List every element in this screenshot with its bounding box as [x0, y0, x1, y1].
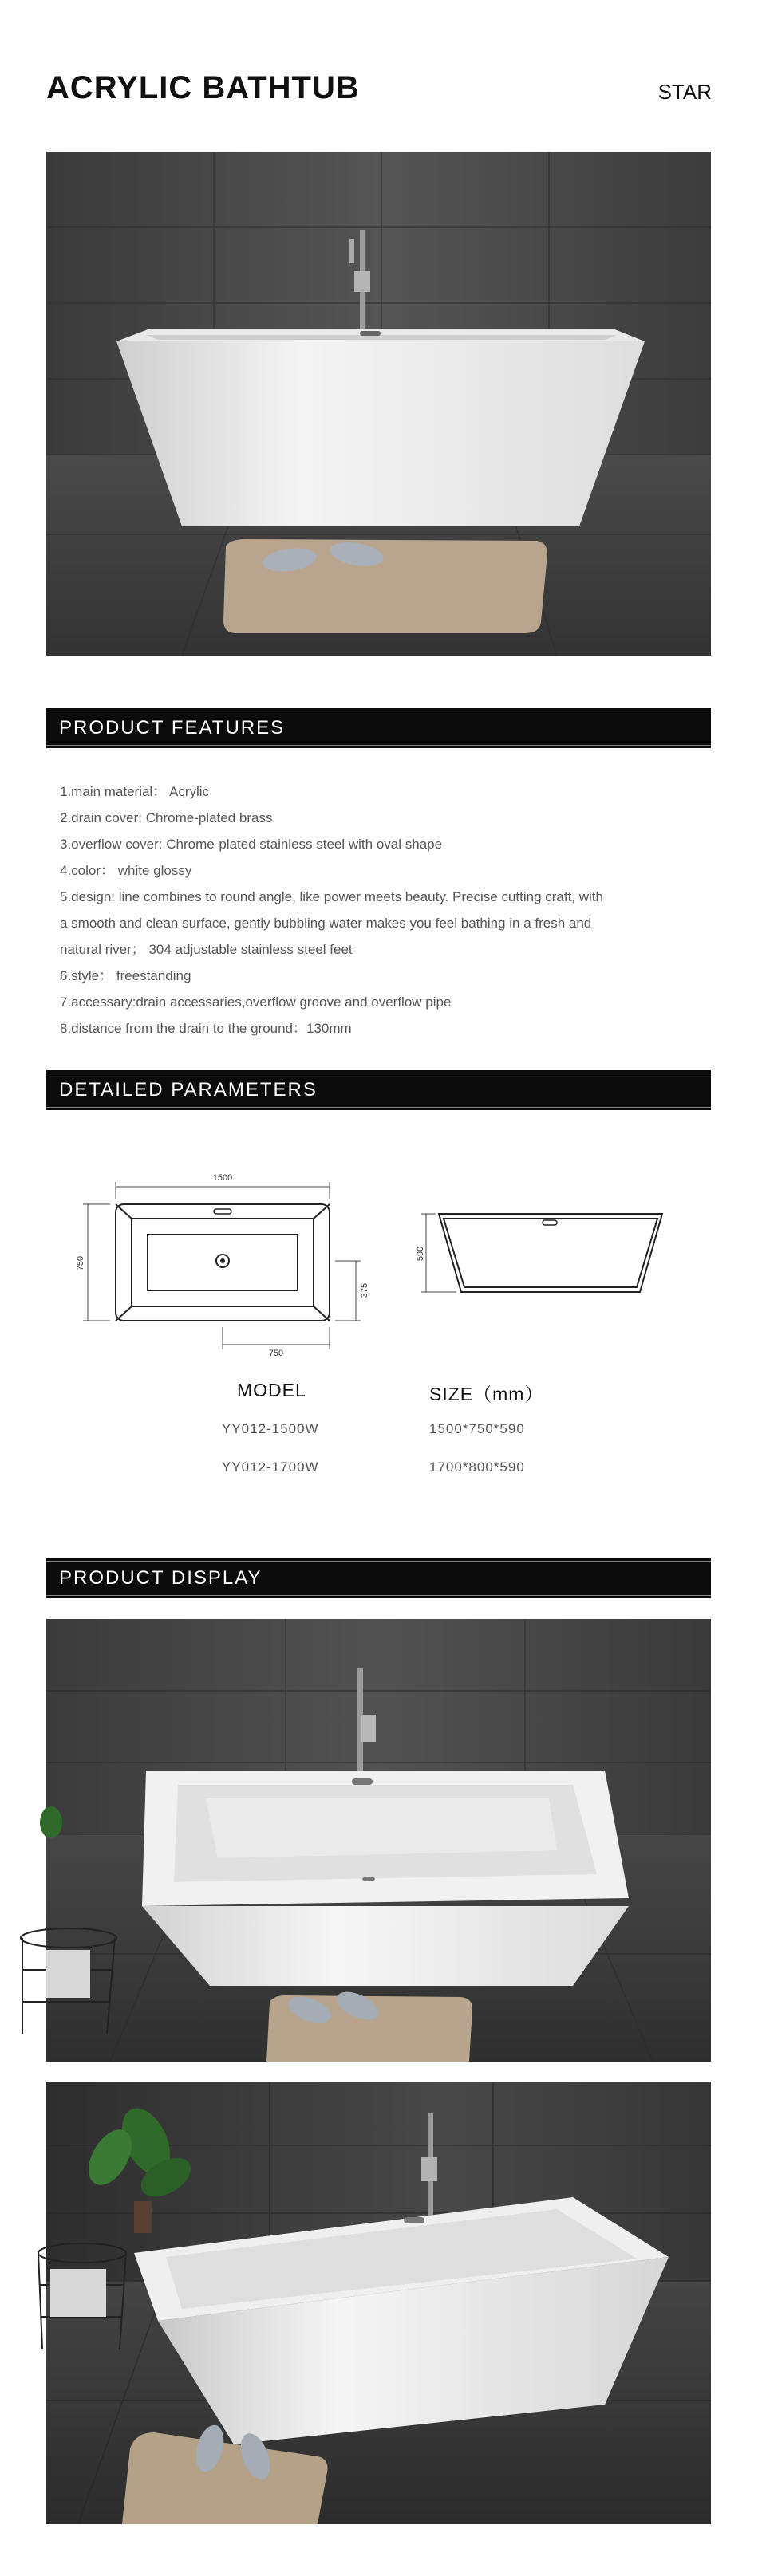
feature-line: 2.drain cover: Chrome-plated brass — [60, 810, 273, 825]
dim-width-label: 750 — [76, 1255, 85, 1271]
table-cell-model: YY012-1500W — [222, 1421, 319, 1436]
dim-height-label: 590 — [416, 1246, 425, 1262]
hero-bathtub-image — [46, 152, 711, 656]
section-bar-parameters — [46, 1070, 711, 1110]
feature-line: 7.accessary:drain accessaries,overflow groove and overflow pipe — [60, 995, 452, 1010]
feature-line: 3.overflow cover: Chrome-plated stainless steel with oval shape — [60, 837, 443, 852]
section-bar-display — [46, 1558, 711, 1598]
feature-line: 5.design: line combines to round angle, like power meets beauty. Precise cutting craft, with — [60, 889, 603, 904]
section-title-display: PRODUCT DISPLAY — [59, 1567, 263, 1589]
page-title: ACRYLIC BATHTUB — [46, 70, 360, 105]
section-title-parameters: DETAILED PARAMETERS — [59, 1079, 318, 1101]
brand-name: STAR — [657, 80, 712, 104]
display-photo-2 — [46, 2082, 711, 2524]
display-bathtub-image-2 — [46, 2082, 711, 2524]
display-bathtub-image-1 — [46, 1619, 711, 2062]
dim-half-width-label: 375 — [360, 1282, 369, 1298]
dim-length-label: 1500 — [212, 1173, 233, 1183]
table-header-model: MODEL — [237, 1380, 306, 1400]
feature-line: 1.main material： Acrylic — [60, 784, 210, 799]
feature-line: a smooth and clean surface, gently bubbling water makes you feel bathing in a fresh and — [60, 916, 592, 931]
hero-bathtub-photo — [46, 152, 711, 656]
side-view-drawing — [415, 1204, 678, 1308]
section-bar-features — [46, 708, 711, 748]
feature-line: 8.distance from the drain to the ground：130mm — [60, 1021, 352, 1036]
table-cell-model: YY012-1700W — [222, 1459, 319, 1475]
features-list — [60, 778, 698, 1042]
display-photo-1 — [46, 1619, 711, 2062]
dim-half-length-label: 750 — [268, 1349, 284, 1358]
feature-line: 6.style： freestanding — [60, 968, 191, 983]
table-cell-size: 1500*750*590 — [429, 1421, 525, 1436]
section-title-features: PRODUCT FEATURES — [59, 717, 286, 739]
feature-line: natural river； 304 adjustable stainless steel feet — [60, 942, 353, 957]
feature-line: 4.color： white glossy — [60, 863, 192, 878]
table-cell-size: 1700*800*590 — [429, 1459, 525, 1475]
top-view-drawing — [72, 1164, 367, 1356]
table-header-size: SIZE（mm） — [429, 1384, 544, 1404]
